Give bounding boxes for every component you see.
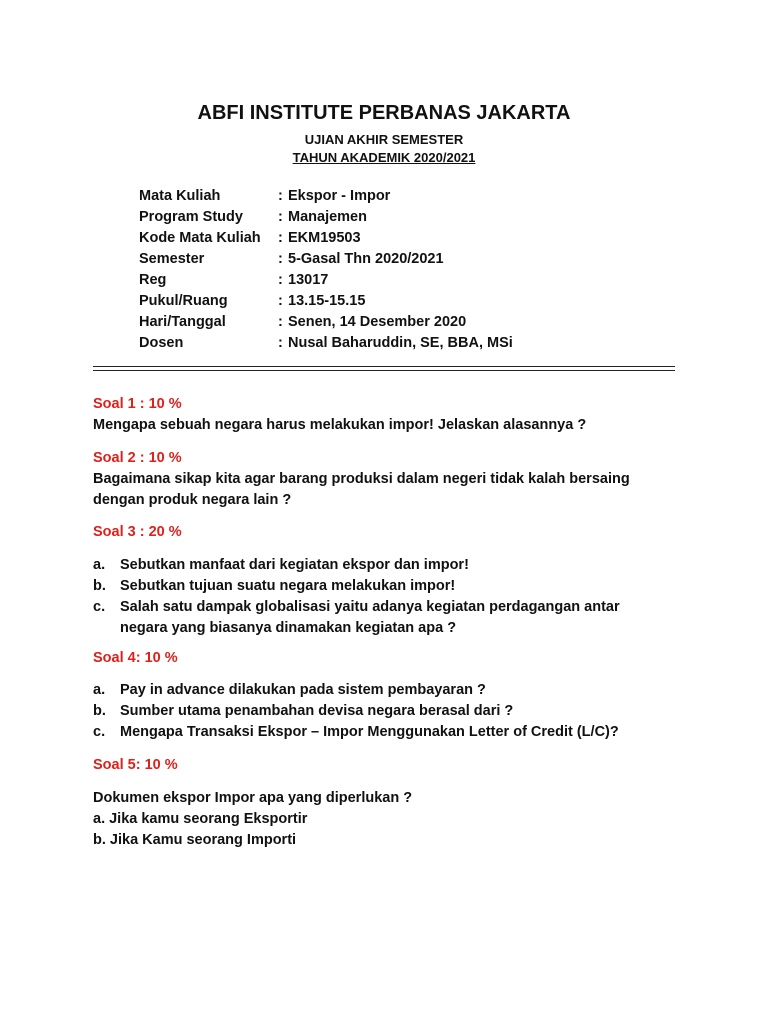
info-colon: : bbox=[278, 209, 283, 225]
question-4-item-a bbox=[93, 682, 486, 698]
item-text: Salah satu dampak globalisasi yaitu adanya kegiatan perdagangan antar bbox=[120, 599, 620, 615]
question-3-item-c bbox=[93, 599, 620, 615]
question-2-line-1: Bagaimana sikap kita agar barang produksi dalam negeri tidak kalah bersaing bbox=[93, 471, 630, 487]
info-row bbox=[139, 335, 513, 356]
info-value: Nusal Baharuddin, SE, BBA, MSi bbox=[288, 335, 513, 351]
info-label: Dosen bbox=[139, 335, 184, 351]
info-row bbox=[139, 209, 513, 230]
divider-line bbox=[93, 366, 675, 367]
info-colon: : bbox=[278, 314, 283, 330]
info-colon: : bbox=[278, 188, 283, 204]
info-value: 13.15-15.15 bbox=[288, 293, 366, 309]
item-marker: c. bbox=[93, 724, 106, 740]
question-5-line-b: b. Jika Kamu seorang Importi bbox=[93, 832, 297, 848]
question-4-item-c bbox=[93, 724, 619, 740]
info-label: Program Study bbox=[139, 209, 243, 225]
question-4-heading: Soal 4: 10 % bbox=[93, 650, 178, 666]
academic-year-text: TAHUN AKADEMIK 2020/2021 bbox=[292, 150, 476, 165]
info-value: 5-Gasal Thn 2020/2021 bbox=[288, 251, 444, 267]
question-1-text: Mengapa sebuah negara harus melakukan impor! Jelaskan alasannya ? bbox=[93, 417, 587, 433]
item-marker: b. bbox=[93, 578, 106, 594]
exam-title: UJIAN AKHIR SEMESTER bbox=[304, 132, 464, 147]
info-colon: : bbox=[278, 293, 283, 309]
info-value: Ekspor - Impor bbox=[288, 188, 391, 204]
item-marker: a. bbox=[93, 682, 106, 698]
item-text: Sebutkan manfaat dari kegiatan ekspor dan impor! bbox=[120, 557, 469, 573]
info-colon: : bbox=[278, 335, 283, 351]
info-row bbox=[139, 230, 513, 251]
question-2-heading: Soal 2 : 10 % bbox=[93, 450, 182, 466]
item-marker: c. bbox=[93, 599, 106, 615]
info-value: 13017 bbox=[288, 272, 329, 288]
question-5-heading: Soal 5: 10 % bbox=[93, 757, 178, 773]
info-value: EKM19503 bbox=[288, 230, 361, 246]
info-colon: : bbox=[278, 251, 283, 267]
item-text: Mengapa Transaksi Ekspor – Impor Menggunakan Letter of Credit (L/C)? bbox=[120, 724, 619, 740]
info-label: Hari/Tanggal bbox=[139, 314, 226, 330]
question-3-item-a bbox=[93, 557, 469, 573]
question-1-heading: Soal 1 : 10 % bbox=[93, 396, 182, 412]
course-info bbox=[139, 188, 513, 356]
question-3-item-b bbox=[93, 578, 455, 594]
academic-year bbox=[0, 150, 768, 165]
info-label: Reg bbox=[139, 272, 167, 288]
info-value: Manajemen bbox=[288, 209, 367, 225]
info-row bbox=[139, 272, 513, 293]
divider-line bbox=[93, 370, 675, 371]
question-3-heading: Soal 3 : 20 % bbox=[93, 524, 182, 540]
question-4-item-b bbox=[93, 703, 513, 719]
question-2-line-2: dengan produk negara lain ? bbox=[93, 492, 292, 508]
item-text: Pay in advance dilakukan pada sistem pembayaran ? bbox=[120, 682, 486, 698]
info-row bbox=[139, 293, 513, 314]
info-row bbox=[139, 251, 513, 272]
item-marker: b. bbox=[93, 703, 106, 719]
info-colon: : bbox=[278, 272, 283, 288]
item-marker: a. bbox=[93, 557, 106, 573]
info-label: Kode Mata Kuliah bbox=[139, 230, 261, 246]
info-row bbox=[139, 314, 513, 335]
question-5-intro: Dokumen ekspor Impor apa yang diperlukan ? bbox=[93, 790, 413, 806]
info-row bbox=[139, 188, 513, 209]
info-colon: : bbox=[278, 230, 283, 246]
item-text: Sebutkan tujuan suatu negara melakukan impor! bbox=[120, 578, 456, 594]
info-label: Pukul/Ruang bbox=[139, 293, 228, 309]
info-label: Mata Kuliah bbox=[139, 188, 221, 204]
question-5-line-a: a. Jika kamu seorang Eksportir bbox=[93, 811, 308, 827]
info-value: Senen, 14 Desember 2020 bbox=[288, 314, 467, 330]
item-text: Sumber utama penambahan devisa negara berasal dari ? bbox=[120, 703, 514, 719]
info-label: Semester bbox=[139, 251, 205, 267]
institution-title: ABFI INSTITUTE PERBANAS JAKARTA bbox=[197, 102, 571, 124]
question-3-item-c-continuation: negara yang biasanya dinamakan kegiatan apa ? bbox=[120, 620, 457, 636]
